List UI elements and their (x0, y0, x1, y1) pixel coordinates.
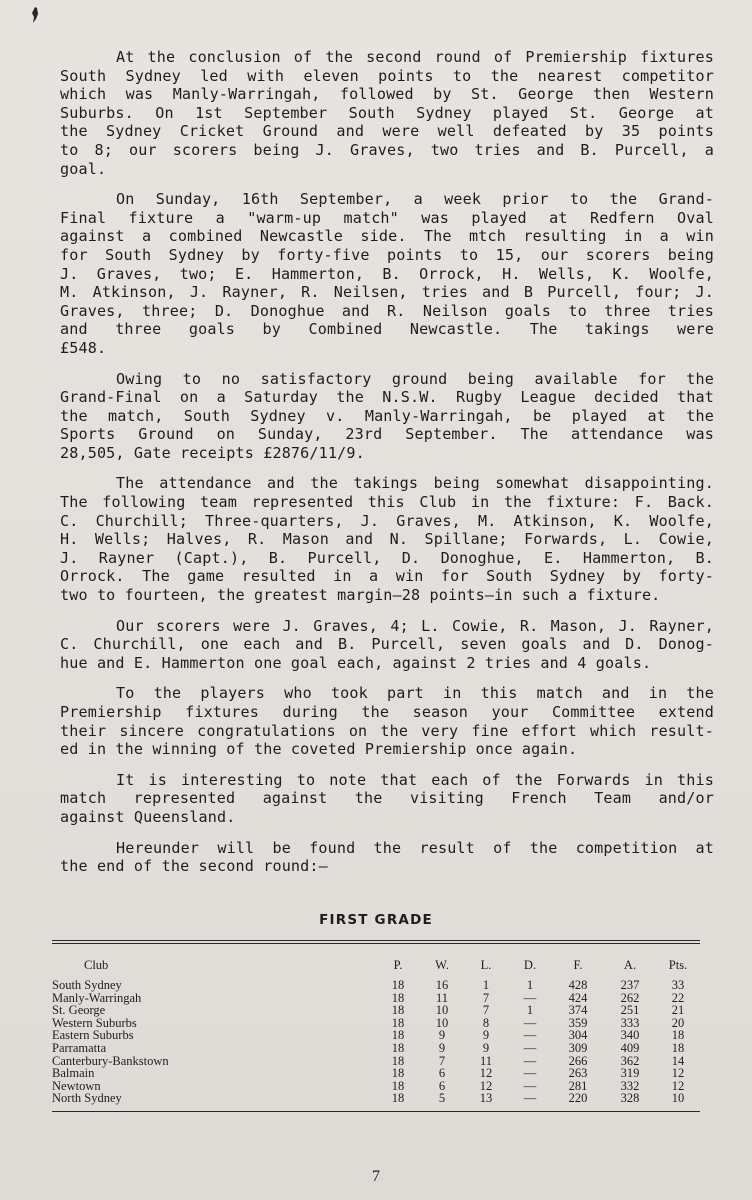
paragraph (60, 370, 714, 463)
text-line: Sports Ground on Sunday, 23rd September. The attendance was (60, 425, 714, 444)
table-row (52, 992, 700, 1005)
report-body (60, 48, 714, 888)
table-bottom-rule (52, 1111, 700, 1112)
cell-played: 18 (391, 1091, 405, 1106)
cell-won: 11 (435, 990, 449, 1005)
text-line: the Sydney Cricket Ground and were well defeated by 35 points (60, 122, 714, 141)
cell-points: 12 (671, 1078, 685, 1093)
text-line: Owing to no satisfactory ground being available for the (116, 369, 714, 388)
cell-points: 33 (671, 978, 685, 992)
table-body (52, 979, 700, 1105)
cell-won: 10 (435, 1003, 449, 1018)
cell-club: Newtown (52, 1078, 101, 1093)
cell-played: 18 (391, 1066, 405, 1081)
cell-played: 18 (391, 1028, 405, 1043)
text-line: M. Atkinson, J. Rayner, R. Neilsen, tries and B Purcell, four; J. (60, 283, 714, 302)
cell-for: 263 (568, 1066, 588, 1081)
text-line: hue and E. Hammerton one goal each, against 2 tries and 4 goals. (60, 653, 652, 672)
text-line: On Sunday, 16th September, a week prior to the Grand- (116, 190, 714, 209)
text-line: J. Graves, two; E. Hammerton, B. Orrock, H. Wells, K. Woolfe, (60, 264, 714, 283)
text-line: Suburbs. On 1st September South Sydney played St. George at (60, 103, 714, 122)
cell-won: 7 (438, 1053, 446, 1068)
cell-won: 9 (438, 1040, 446, 1055)
header-drawn: D. (523, 958, 537, 972)
text-line: It is interesting to note that each of the Forwards in this (116, 770, 714, 789)
cell-for: 220 (568, 1091, 588, 1106)
cell-lost: 9 (482, 1040, 490, 1055)
cell-won: 6 (438, 1066, 446, 1081)
header-played: P. (393, 958, 403, 972)
paragraph (60, 684, 714, 758)
text-line: £548. (60, 338, 107, 357)
ink-mark-icon (30, 6, 40, 24)
table-row (52, 979, 700, 992)
text-line: and three goals by Combined Newcastle. The takings were (60, 320, 714, 339)
cell-drawn: — (523, 1015, 537, 1030)
cell-against: 262 (620, 990, 640, 1005)
cell-lost: 12 (479, 1066, 493, 1081)
cell-lost: 11 (479, 1053, 493, 1068)
cell-lost: 7 (482, 1003, 490, 1018)
header-for: F. (573, 958, 583, 972)
table-top-rule (52, 940, 700, 941)
cell-points: 21 (671, 1003, 685, 1018)
header-club: Club (84, 958, 109, 972)
text-line: against Queensland. (60, 807, 236, 826)
cell-drawn: — (523, 1028, 537, 1043)
table-row (52, 1092, 700, 1105)
paragraph (60, 474, 714, 604)
cell-lost: 13 (479, 1091, 493, 1106)
text-line: H. Wells; Halves, R. Mason and N. Spillane; Forwards, L. Cowie, (60, 530, 714, 549)
text-line: Final fixture a "warm-up match" was played at Redfern Oval (60, 208, 714, 227)
cell-for: 428 (568, 978, 588, 992)
cell-played: 18 (391, 978, 405, 992)
text-line: for South Sydney by forty-five points to 15, our scorers being (60, 245, 714, 264)
page-number: 7 (372, 1168, 380, 1185)
table-row (52, 1042, 700, 1055)
header-lost: L. (480, 958, 492, 972)
cell-club: Balmain (52, 1066, 95, 1081)
cell-drawn: — (523, 1078, 537, 1093)
text-line: the end of the second round:— (60, 857, 328, 876)
cell-won: 6 (438, 1078, 446, 1093)
text-line: South Sydney led with eleven points to the nearest competitor (60, 66, 714, 85)
paragraph (60, 617, 714, 673)
text-line: The following team represented this Club in the fixture: F. Back. (60, 493, 714, 512)
text-line: goal. (60, 159, 107, 178)
cell-club: Western Suburbs (52, 1015, 137, 1030)
text-line: Graves, three; D. Donoghue and R. Neilson goals to three tries (60, 301, 714, 320)
cell-club: Canterbury-Bankstown (52, 1053, 169, 1068)
text-line: ed in the winning of the coveted Premiership once again. (60, 740, 578, 759)
cell-for: 424 (568, 990, 588, 1005)
header-points: Pts. (668, 958, 688, 972)
cell-points: 14 (671, 1053, 685, 1068)
text-line: match represented against the visiting French Team and/or (60, 789, 714, 808)
cell-won: 10 (435, 1015, 449, 1030)
paragraph (60, 839, 714, 876)
cell-for: 266 (568, 1053, 588, 1068)
text-line: their sincere congratulations on the very fine effort which result- (60, 721, 714, 740)
cell-played: 18 (391, 1003, 405, 1018)
text-line: Orrock. The game resulted in a win for South Sydney by forty- (60, 567, 714, 586)
cell-drawn: — (523, 1091, 537, 1106)
cell-lost: 7 (482, 990, 490, 1005)
table-row (52, 1017, 700, 1030)
table-title: FIRST GRADE (319, 912, 433, 928)
text-line: to 8; our scorers being J. Graves, two tries and B. Purcell, a (60, 140, 714, 159)
text-line: C. Churchill; Three-quarters, J. Graves, M. Atkinson, K. Woolfe, (60, 511, 714, 530)
cell-points: 18 (671, 1028, 685, 1043)
cell-against: 409 (620, 1040, 640, 1055)
cell-against: 328 (620, 1091, 640, 1106)
cell-won: 5 (438, 1091, 446, 1106)
text-line: The attendance and the takings being somewhat disappointing. (116, 474, 714, 493)
table-row (52, 1067, 700, 1080)
cell-played: 18 (391, 1015, 405, 1030)
cell-against: 332 (620, 1078, 640, 1093)
cell-played: 18 (391, 1078, 405, 1093)
cell-points: 10 (671, 1091, 685, 1106)
text-line: which was Manly-Warringah, followed by St. George then Western (60, 85, 714, 104)
cell-drawn: — (523, 1066, 537, 1081)
paragraph (60, 48, 714, 178)
paragraph (60, 190, 714, 357)
text-line: C. Churchill, one each and B. Purcell, seven goals and D. Donog- (60, 635, 714, 654)
text-line: Grand-Final on a Saturday the N.S.W. Rugby League decided that (60, 388, 714, 407)
table-row (52, 1004, 700, 1017)
text-line: Premiership fixtures during the season your Committee extend (60, 703, 714, 721)
cell-lost: 8 (482, 1015, 490, 1030)
cell-drawn: 1 (526, 1003, 534, 1018)
cell-drawn: — (523, 990, 537, 1005)
standings-table (52, 940, 700, 1112)
text-line: 28,505, Gate receipts £2876/11/9. (60, 443, 365, 462)
header-won: W. (435, 958, 449, 972)
table-header-row (52, 944, 700, 979)
cell-drawn: — (523, 1040, 537, 1055)
cell-for: 281 (568, 1078, 588, 1093)
cell-club: South Sydney (52, 978, 122, 992)
cell-played: 18 (391, 1040, 405, 1055)
header-against: A. (623, 958, 637, 972)
cell-won: 9 (438, 1028, 446, 1043)
text-line: To the players who took part in this match and in the (116, 684, 714, 703)
table-row (52, 1029, 700, 1042)
table-row (52, 1055, 700, 1068)
paragraph (60, 771, 714, 827)
cell-against: 333 (620, 1015, 640, 1030)
cell-lost: 12 (479, 1078, 493, 1093)
cell-played: 18 (391, 990, 405, 1005)
text-line: Our scorers were J. Graves, 4; L. Cowie, R. Mason, J. Rayner, (116, 616, 714, 635)
cell-lost: 9 (482, 1028, 490, 1043)
cell-club: North Sydney (52, 1091, 122, 1106)
cell-drawn: — (523, 1053, 537, 1068)
cell-points: 12 (671, 1066, 685, 1081)
text-line: Hereunder will be found the result of the competition at (116, 838, 714, 857)
cell-against: 237 (620, 978, 640, 992)
text-line: At the conclusion of the second round of Premiership fixtures (116, 48, 714, 66)
cell-lost: 1 (482, 978, 490, 992)
cell-for: 374 (568, 1003, 588, 1018)
cell-club: Manly-Warringah (52, 990, 142, 1005)
cell-against: 251 (620, 1003, 640, 1018)
table-row (52, 1080, 700, 1093)
text-line: against a combined Newcastle side. The mtch resulting in a win (60, 227, 714, 246)
cell-points: 20 (671, 1015, 685, 1030)
cell-club: Parramatta (52, 1040, 107, 1055)
cell-against: 362 (620, 1053, 640, 1068)
text-line: J. Rayner (Capt.), B. Purcell, D. Donoghue, E. Hammerton, B. (60, 548, 714, 567)
cell-played: 18 (391, 1053, 405, 1068)
cell-won: 16 (435, 978, 449, 992)
cell-for: 304 (568, 1028, 588, 1043)
cell-for: 309 (568, 1040, 588, 1055)
cell-against: 319 (620, 1066, 640, 1081)
text-line: the match, South Sydney v. Manly-Warringah, be played at the (60, 406, 714, 425)
cell-club: St. George (52, 1003, 106, 1018)
cell-club: Eastern Suburbs (52, 1028, 134, 1043)
cell-points: 22 (671, 990, 685, 1005)
text-line: two to fourteen, the greatest margin—28 points—in such a fixture. (60, 586, 661, 605)
cell-for: 359 (568, 1015, 588, 1030)
cell-points: 18 (671, 1040, 685, 1055)
cell-against: 340 (620, 1028, 640, 1043)
cell-drawn: 1 (526, 978, 534, 992)
